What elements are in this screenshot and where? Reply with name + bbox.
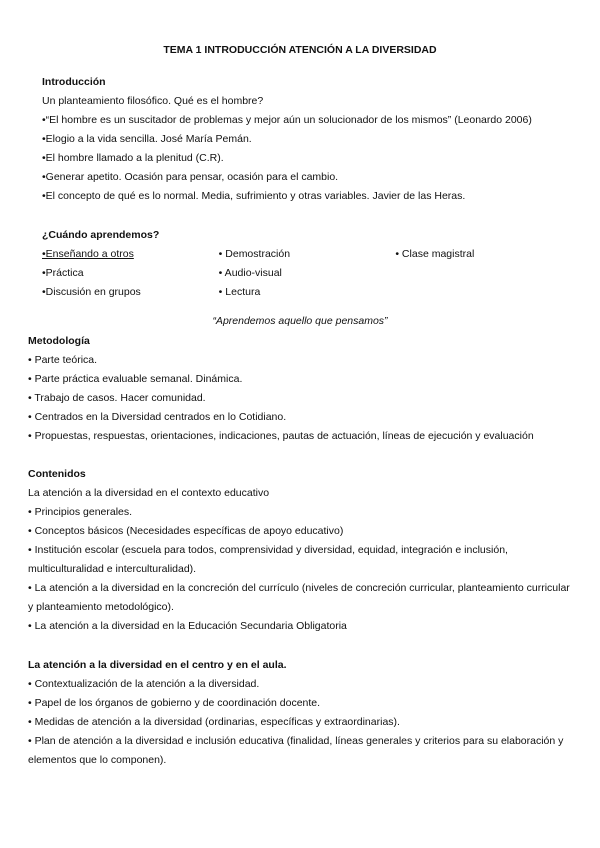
contenidos-intro: La atención a la diversidad en el contexto educativo (28, 487, 270, 499)
aprendemos-item: • Audio-visual (218, 267, 282, 279)
aprendemos-heading: ¿Cuándo aprendemos? (42, 229, 160, 241)
aprendemos-columns (42, 245, 572, 302)
intro-line: •Elogio a la vida sencilla. José María Pemán. (42, 133, 252, 145)
document-title: TEMA 1 INTRODUCCIÓN ATENCIÓN A LA DIVERSIDAD (163, 44, 437, 56)
aprendemos-section (42, 226, 572, 302)
aprendemos-item: • Lectura (218, 286, 261, 298)
contenidos-item: • Conceptos básicos (Necesidades específicas de apoyo educativo) (28, 525, 344, 537)
intro-line: •El hombre llamado a la plenitud (C.R). (42, 152, 224, 164)
aprendemos-col-2 (219, 245, 396, 302)
contenidos-item: • Principios generales. (28, 506, 133, 518)
contenidos-item: • La atención a la diversidad en la concreción del currículo (niveles de concreción curricular, planteamiento curricular y planteamiento metodológico). (28, 582, 570, 613)
intro-line: •Generar apetito. Ocasión para pensar, ocasión para el cambio. (42, 171, 339, 183)
aprendemos-item: •Enseñando a otros (42, 248, 134, 260)
metodologia-item: • Centrados en la Diversidad centrados en lo Cotidiano. (28, 411, 287, 423)
metodologia-item: • Parte teórica. (28, 354, 98, 366)
metodologia-section (28, 332, 576, 446)
contenidos-section (28, 465, 576, 636)
contenidos-item: • La atención a la diversidad en la Educación Secundaria Obligatoria (28, 620, 347, 632)
metodologia-heading: Metodología (28, 335, 90, 347)
intro-line: Un planteamiento filosófico. Qué es el hombre? (42, 95, 264, 107)
aprendemos-quote: “Aprendemos aquello que pensamos” (212, 315, 388, 327)
centro-item: • Contextualización de la atención a la diversidad. (28, 678, 260, 690)
metodologia-item: • Trabajo de casos. Hacer comunidad. (28, 392, 206, 404)
aprendemos-item: • Clase magistral (395, 248, 475, 260)
metodologia-item: • Propuestas, respuestas, orientaciones, indicaciones, pautas de actuación, líneas de ejecución y evaluación (28, 430, 534, 442)
centro-item: • Medidas de atención a la diversidad (ordinarias, específicas y extraordinarias). (28, 716, 400, 728)
centro-section (28, 656, 576, 770)
aprendemos-item: •Discusión en grupos (42, 286, 141, 298)
intro-section (42, 73, 572, 206)
intro-line: •“El hombre es un suscitador de problemas y mejor aún un solucionador de los mismos” (Leonardo 2006) (42, 114, 532, 126)
metodologia-item: • Parte práctica evaluable semanal. Dinámica. (28, 373, 243, 385)
aprendemos-item: •Práctica (42, 267, 84, 279)
intro-heading: Introducción (42, 76, 106, 88)
centro-item: • Plan de atención a la diversidad e inclusión educativa (finalidad, líneas generales y criterios para su elaboración y elementos que lo componen). (28, 735, 564, 766)
aprendemos-item: • Demostración (218, 248, 291, 260)
contenidos-heading: Contenidos (28, 468, 86, 480)
aprendemos-col-3 (395, 245, 572, 302)
centro-item: • Papel de los órganos de gobierno y de coordinación docente. (28, 697, 321, 709)
aprendemos-col-1 (42, 245, 219, 302)
contenidos-item: • Institución escolar (escuela para todos, comprensividad y diversidad, equidad, integración e inclusión, multiculturalidad e interculturalidad). (28, 544, 508, 575)
centro-heading: La atención a la diversidad en el centro y en el aula. (28, 659, 287, 671)
intro-line: •El concepto de qué es lo normal. Media, sufrimiento y otras variables. Javier de las Heras. (42, 190, 466, 202)
